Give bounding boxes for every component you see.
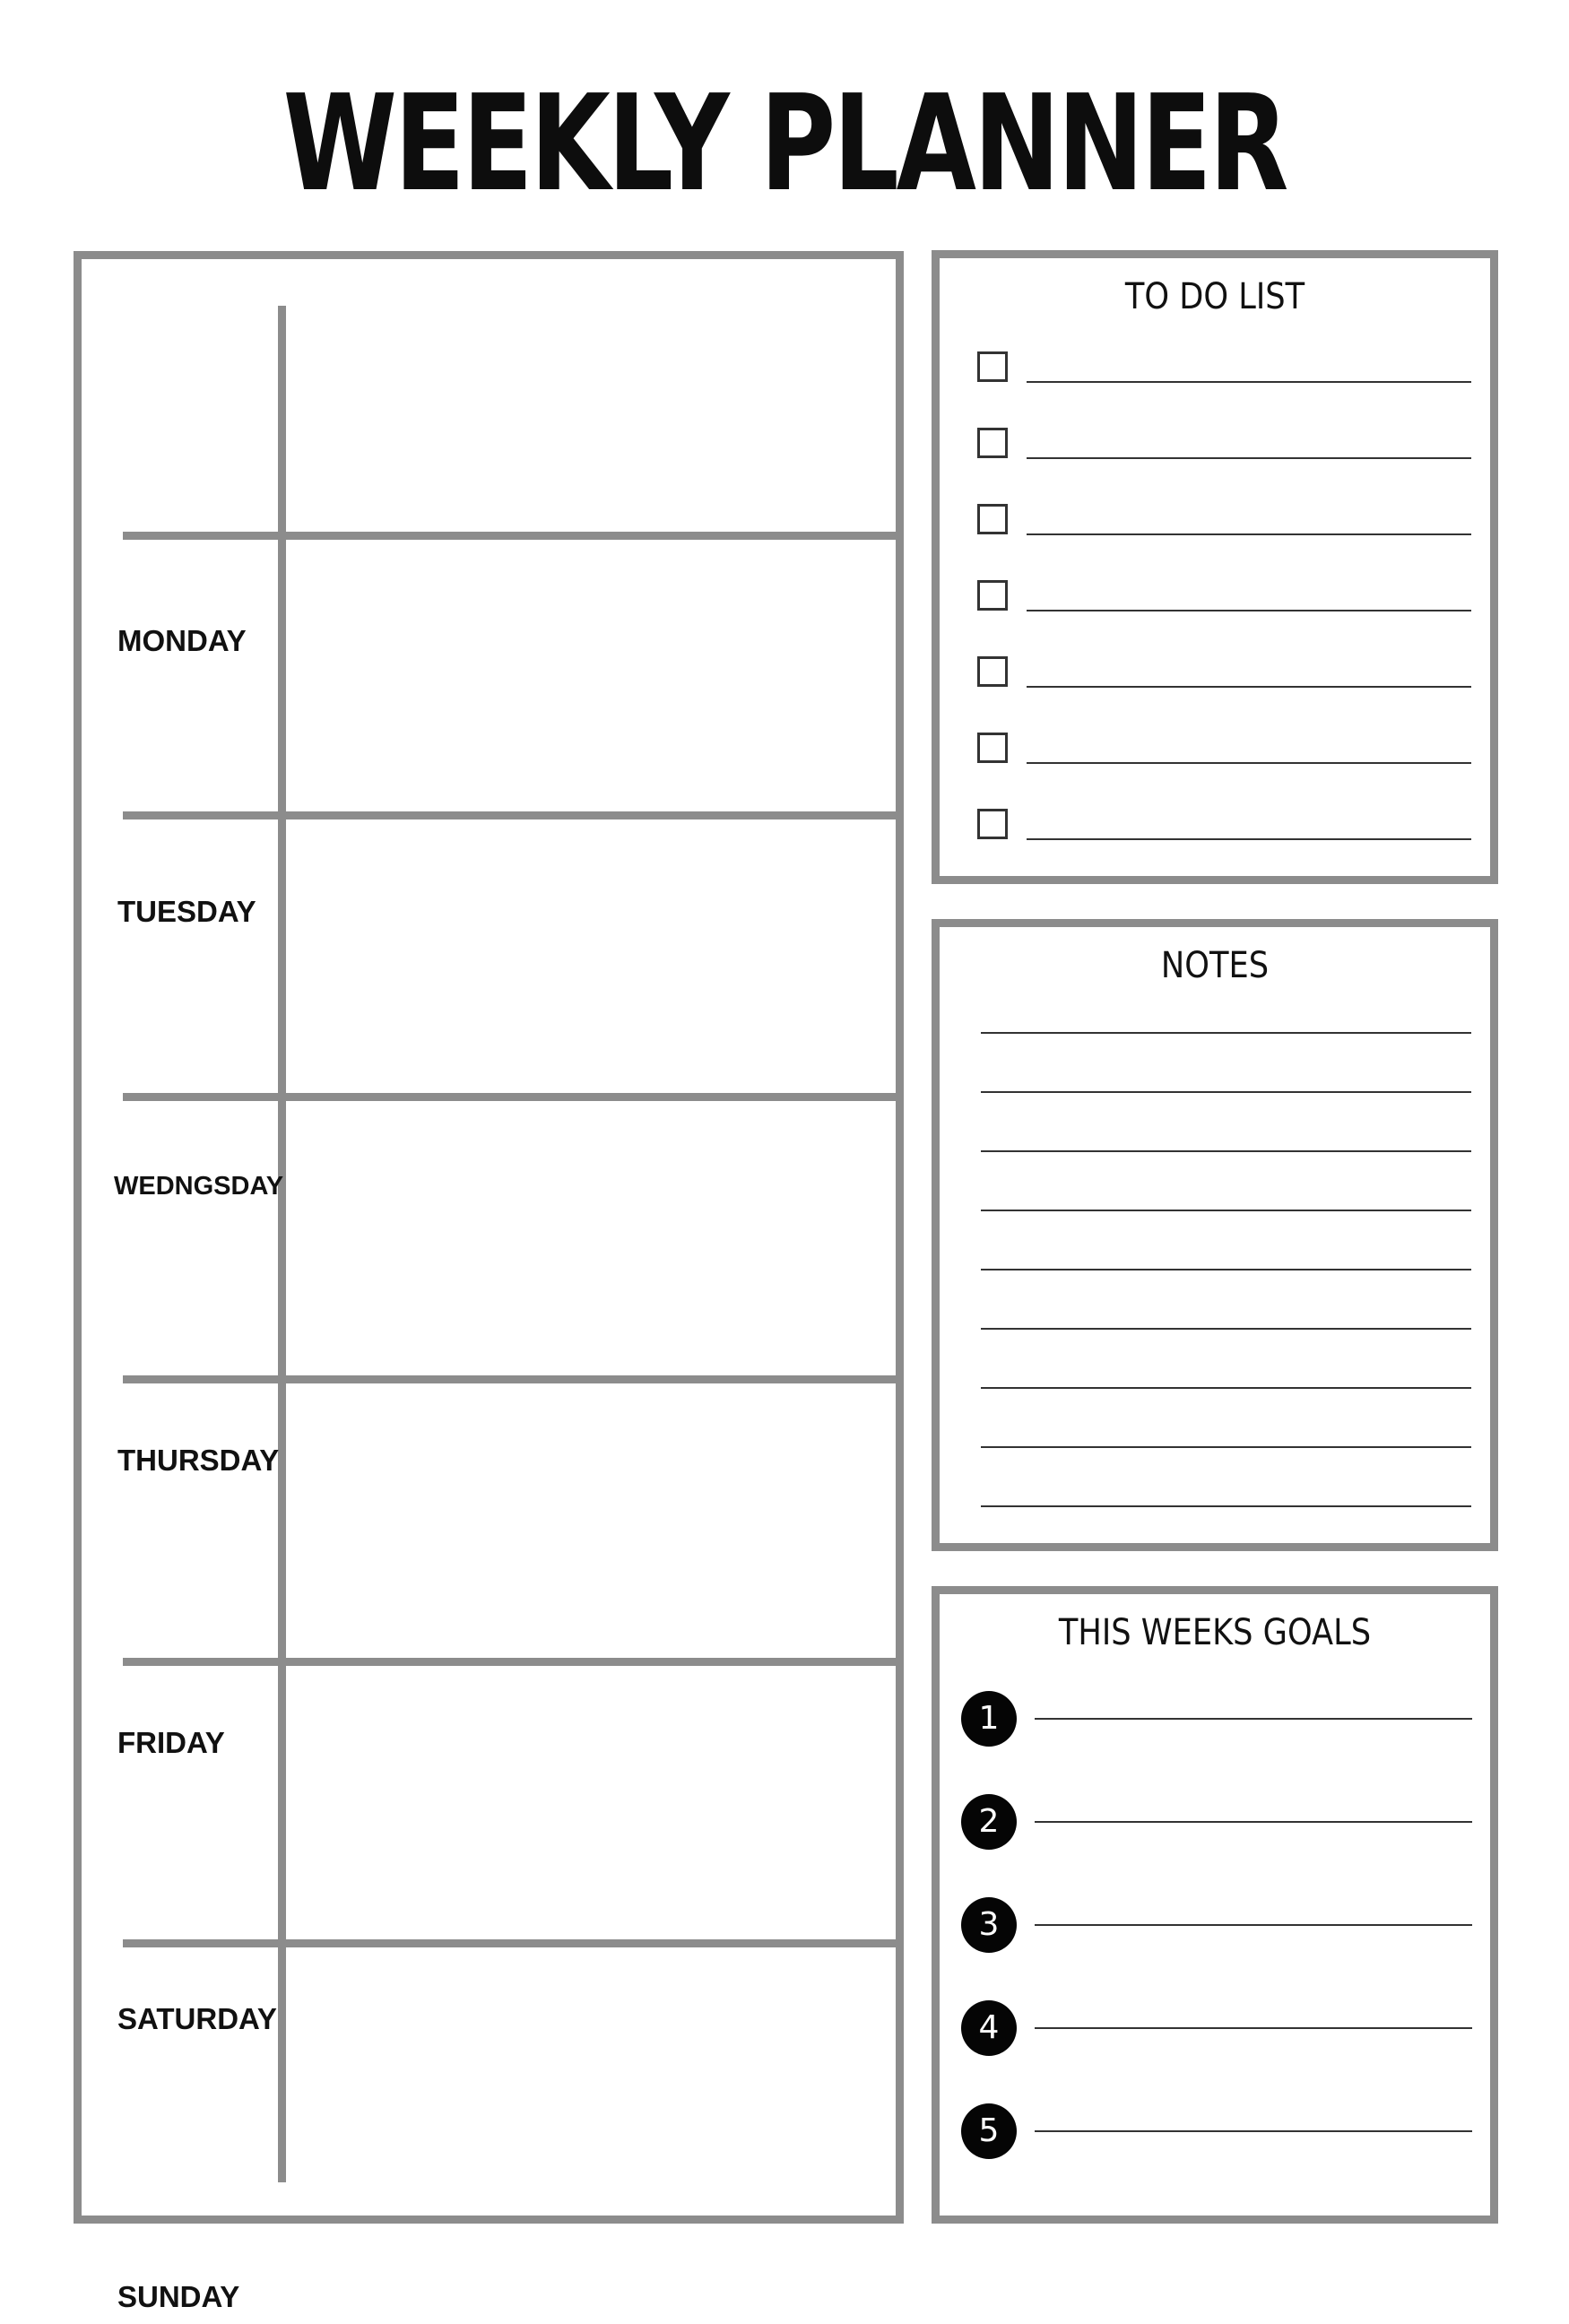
notes-line[interactable] (981, 1446, 1471, 1448)
todo-checkbox[interactable] (977, 504, 1008, 534)
goal-line[interactable] (1035, 1821, 1472, 1823)
day-separator (123, 1939, 896, 1947)
days-panel (74, 251, 904, 2313)
goal-line[interactable] (1035, 1924, 1472, 1926)
todo-checkbox[interactable] (977, 656, 1008, 687)
day-label-monday: MONDAY (117, 624, 247, 657)
day-writing-area-sunday[interactable] (286, 1947, 896, 2207)
notes-line[interactable] (981, 1032, 1471, 1034)
todo-checkbox[interactable] (977, 580, 1008, 611)
day-column-divider (278, 306, 286, 2182)
todo-item-line[interactable] (1027, 838, 1471, 840)
todo-checkbox[interactable] (977, 809, 1008, 839)
notes-line[interactable] (981, 1387, 1471, 1389)
page-title: WEEKLY PLANNER (282, 66, 1287, 221)
day-writing-area-thursday[interactable] (286, 1101, 896, 1375)
goal-line[interactable] (1035, 2130, 1472, 2132)
goal-number-badge: 4 (961, 2000, 1017, 2056)
notes-line[interactable] (981, 1269, 1471, 1270)
todo-item-line[interactable] (1027, 762, 1471, 764)
todo-item-line[interactable] (1027, 533, 1471, 535)
day-label-wednesday: WEDNGSDAY (114, 1172, 284, 1201)
notes-line[interactable] (981, 1150, 1471, 1152)
day-writing-area-tuesday[interactable] (286, 540, 896, 811)
todo-title: TO DO LIST (1124, 276, 1305, 317)
todo-item-line[interactable] (1027, 686, 1471, 688)
notes-line[interactable] (981, 1091, 1471, 1093)
day-label-friday: FRIDAY (117, 1726, 225, 1759)
day-writing-area-saturday[interactable] (286, 1666, 896, 1939)
day-label-sunday: SUNDAY (117, 2280, 240, 2313)
todo-checkbox[interactable] (977, 428, 1008, 458)
goal-line[interactable] (1035, 2027, 1472, 2029)
notes-panel (932, 919, 1498, 1551)
goal-number-badge: 2 (961, 1794, 1017, 1850)
day-separator (123, 532, 896, 540)
goal-number-badge: 5 (961, 2103, 1017, 2159)
notes-line[interactable] (981, 1210, 1471, 1211)
todo-panel (932, 250, 1498, 884)
goal-number-badge: 1 (961, 1691, 1017, 1747)
todo-checkbox[interactable] (977, 351, 1008, 382)
goal-number-badge: 3 (961, 1897, 1017, 1953)
day-label-tuesday: TUESDAY (117, 895, 256, 928)
todo-item-line[interactable] (1027, 381, 1471, 383)
todo-item-line[interactable] (1027, 610, 1471, 611)
goal-line[interactable] (1035, 1718, 1472, 1720)
notes-line[interactable] (981, 1328, 1471, 1330)
day-separator (123, 1093, 896, 1101)
notes-line[interactable] (981, 1505, 1471, 1507)
day-label-saturday: SATURDAY (117, 2002, 277, 2035)
todo-item-line[interactable] (1027, 457, 1471, 459)
day-writing-area-monday[interactable] (286, 300, 896, 532)
day-writing-area-wednesday[interactable] (286, 819, 896, 1093)
goals-panel (932, 1586, 1498, 2224)
day-label-thursday: THURSDAY (117, 1444, 280, 1477)
day-separator (123, 811, 896, 819)
day-writing-area-friday[interactable] (286, 1383, 896, 1658)
todo-checkbox[interactable] (977, 733, 1008, 763)
day-separator (123, 1658, 896, 1666)
notes-title: NOTES (1160, 945, 1270, 986)
goals-title: THIS WEEKS GOALS (1058, 1612, 1372, 1653)
day-separator (123, 1375, 896, 1383)
